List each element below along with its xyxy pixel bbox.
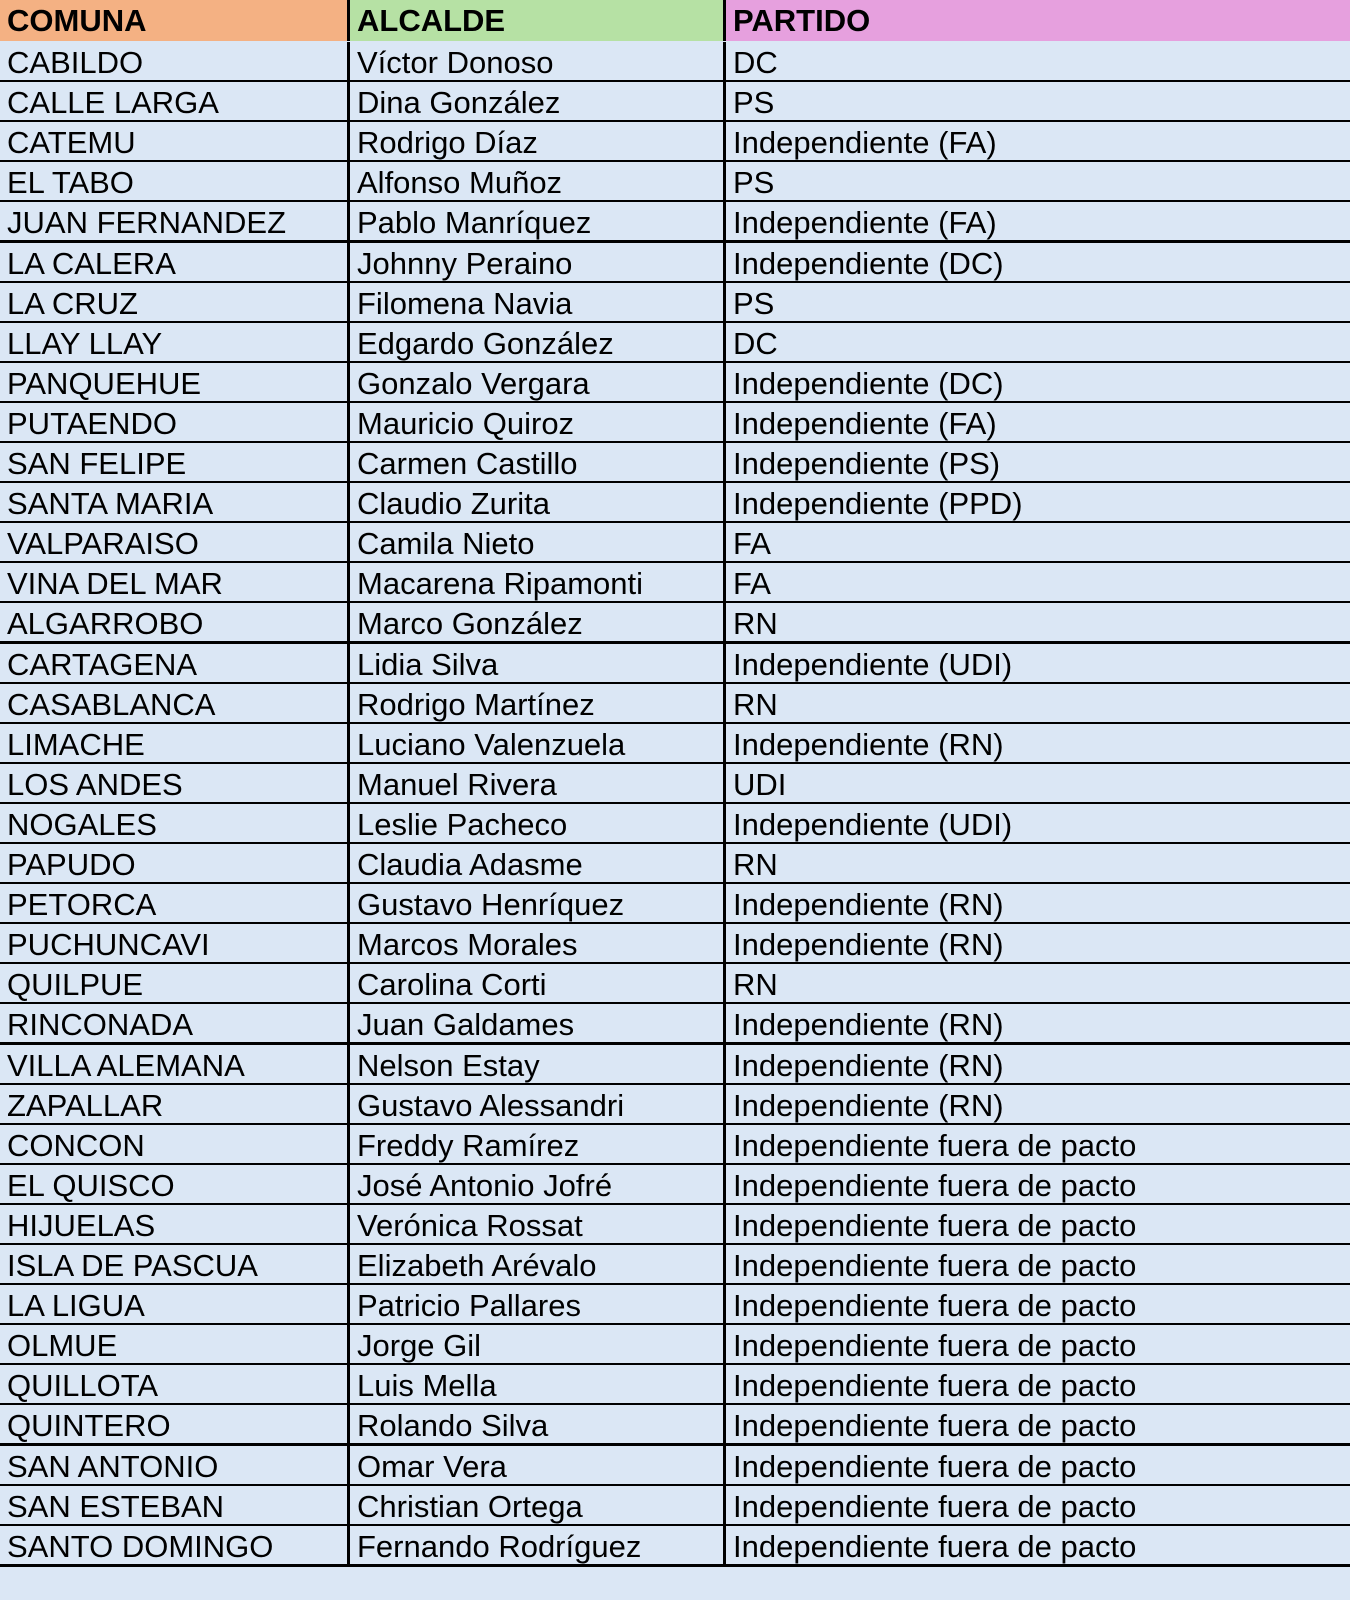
cell-partido[interactable]: Independiente fuera de pacto bbox=[726, 1526, 1350, 1567]
cell-partido[interactable]: Independiente (RN) bbox=[726, 724, 1350, 765]
table-row bbox=[0, 603, 1350, 644]
table-row bbox=[0, 1486, 1350, 1527]
cell-partido[interactable]: DC bbox=[726, 323, 1350, 364]
cell-partido[interactable]: PS bbox=[726, 162, 1350, 203]
table-row bbox=[0, 283, 1350, 324]
cell-alcalde[interactable]: Luciano Valenzuela bbox=[350, 724, 726, 765]
cell-alcalde[interactable]: Rodrigo Martínez bbox=[350, 684, 726, 725]
table-row bbox=[0, 924, 1350, 965]
cell-alcalde[interactable]: Carolina Corti bbox=[350, 964, 726, 1005]
cell-partido[interactable]: Independiente (PPD) bbox=[726, 483, 1350, 524]
cell-alcalde[interactable]: Fernando Rodríguez bbox=[350, 1526, 726, 1567]
cell-comuna[interactable]: CALLE LARGA bbox=[0, 82, 350, 123]
table-row bbox=[0, 1405, 1350, 1446]
cell-partido[interactable]: PS bbox=[726, 82, 1350, 123]
cell-alcalde[interactable]: Edgardo González bbox=[350, 323, 726, 364]
cell-partido[interactable]: Independiente (DC) bbox=[726, 363, 1350, 404]
table-row bbox=[0, 162, 1350, 203]
cell-partido[interactable]: Independiente fuera de pacto bbox=[726, 1405, 1350, 1446]
cell-comuna[interactable]: ZAPALLAR bbox=[0, 1085, 350, 1126]
table-row bbox=[0, 684, 1350, 725]
table-row bbox=[0, 764, 1350, 805]
cell-comuna[interactable]: NOGALES bbox=[0, 804, 350, 845]
table-row bbox=[0, 403, 1350, 444]
cell-comuna[interactable]: VINA DEL MAR bbox=[0, 563, 350, 604]
cell-comuna[interactable]: JUAN FERNANDEZ bbox=[0, 202, 350, 243]
cell-partido[interactable]: Independiente fuera de pacto bbox=[726, 1285, 1350, 1326]
table-row bbox=[0, 964, 1350, 1005]
table-row bbox=[0, 1165, 1350, 1206]
cell-alcalde[interactable]: Macarena Ripamonti bbox=[350, 563, 726, 604]
cell-comuna[interactable]: PANQUEHUE bbox=[0, 363, 350, 404]
cell-alcalde[interactable]: Christian Ortega bbox=[350, 1486, 726, 1527]
table-row bbox=[0, 483, 1350, 524]
cell-partido[interactable]: Independiente (FA) bbox=[726, 403, 1350, 444]
cell-partido[interactable]: DC bbox=[726, 42, 1350, 83]
cell-comuna[interactable]: QUILPUE bbox=[0, 964, 350, 1005]
cell-comuna[interactable]: PAPUDO bbox=[0, 844, 350, 885]
cell-comuna[interactable]: PETORCA bbox=[0, 884, 350, 925]
cell-alcalde[interactable]: Gustavo Alessandri bbox=[350, 1085, 726, 1126]
cell-comuna[interactable]: QUILLOTA bbox=[0, 1365, 350, 1406]
cell-partido[interactable]: PS bbox=[726, 283, 1350, 324]
cell-alcalde[interactable]: Rolando Silva bbox=[350, 1405, 726, 1446]
cell-partido[interactable]: Independiente (UDI) bbox=[726, 644, 1350, 685]
cell-comuna[interactable]: LA LIGUA bbox=[0, 1285, 350, 1326]
cell-partido[interactable]: Independiente fuera de pacto bbox=[726, 1165, 1350, 1206]
cell-alcalde[interactable]: Jorge Gil bbox=[350, 1325, 726, 1366]
cell-alcalde[interactable]: Dina González bbox=[350, 82, 726, 123]
table-row bbox=[0, 563, 1350, 604]
cell-alcalde[interactable]: Filomena Navia bbox=[350, 283, 726, 324]
cell-alcalde[interactable]: Gonzalo Vergara bbox=[350, 363, 726, 404]
cell-comuna[interactable]: EL QUISCO bbox=[0, 1165, 350, 1206]
table-row bbox=[0, 42, 1350, 83]
cell-alcalde[interactable]: Elizabeth Arévalo bbox=[350, 1245, 726, 1286]
cell-alcalde[interactable]: Camila Nieto bbox=[350, 523, 726, 564]
table-row bbox=[0, 724, 1350, 765]
table-row bbox=[0, 1125, 1350, 1166]
cell-alcalde[interactable]: Juan Galdames bbox=[350, 1004, 726, 1045]
cell-comuna[interactable]: SAN ESTEBAN bbox=[0, 1486, 350, 1527]
cell-partido[interactable]: RN bbox=[726, 964, 1350, 1005]
header-partido[interactable]: PARTIDO bbox=[726, 0, 1350, 41]
table-row bbox=[0, 644, 1350, 685]
cell-partido[interactable]: Independiente fuera de pacto bbox=[726, 1245, 1350, 1286]
table-row bbox=[0, 1446, 1350, 1487]
cell-partido[interactable]: Independiente fuera de pacto bbox=[726, 1125, 1350, 1166]
cell-alcalde[interactable]: José Antonio Jofré bbox=[350, 1165, 726, 1206]
table-row bbox=[0, 1045, 1350, 1086]
cell-comuna[interactable]: CARTAGENA bbox=[0, 644, 350, 685]
header-alcalde[interactable]: ALCALDE bbox=[350, 0, 726, 41]
cell-partido[interactable]: Independiente (DC) bbox=[726, 243, 1350, 284]
cell-partido[interactable]: Independiente (FA) bbox=[726, 202, 1350, 243]
cell-comuna[interactable]: SAN FELIPE bbox=[0, 443, 350, 484]
cell-comuna[interactable]: CATEMU bbox=[0, 122, 350, 163]
cell-alcalde[interactable]: Lidia Silva bbox=[350, 644, 726, 685]
table-row bbox=[0, 1245, 1350, 1286]
cell-comuna[interactable]: LOS ANDES bbox=[0, 764, 350, 805]
cell-alcalde[interactable]: Claudia Adasme bbox=[350, 844, 726, 885]
cell-alcalde[interactable]: Omar Vera bbox=[350, 1446, 726, 1487]
cell-alcalde[interactable]: Rodrigo Díaz bbox=[350, 122, 726, 163]
cell-partido[interactable]: FA bbox=[726, 523, 1350, 564]
cell-comuna[interactable]: VALPARAISO bbox=[0, 523, 350, 564]
header-comuna[interactable]: COMUNA bbox=[0, 0, 350, 41]
cell-alcalde[interactable]: Alfonso Muñoz bbox=[350, 162, 726, 203]
cell-partido[interactable]: Independiente fuera de pacto bbox=[726, 1486, 1350, 1527]
cell-comuna[interactable]: CABILDO bbox=[0, 42, 350, 83]
cell-alcalde[interactable]: Leslie Pacheco bbox=[350, 804, 726, 845]
table-row bbox=[0, 1004, 1350, 1045]
cell-comuna[interactable]: PUTAENDO bbox=[0, 403, 350, 444]
cell-partido[interactable]: FA bbox=[726, 563, 1350, 604]
cell-partido[interactable]: Independiente (RN) bbox=[726, 1004, 1350, 1045]
cell-alcalde[interactable]: Verónica Rossat bbox=[350, 1205, 726, 1246]
cell-comuna[interactable]: RINCONADA bbox=[0, 1004, 350, 1045]
cell-partido[interactable]: RN bbox=[726, 844, 1350, 885]
table-row bbox=[0, 82, 1350, 123]
cell-partido[interactable]: Independiente (FA) bbox=[726, 122, 1350, 163]
header-row bbox=[0, 0, 1350, 41]
table-row bbox=[0, 1365, 1350, 1406]
cell-partido[interactable]: Independiente (RN) bbox=[726, 924, 1350, 965]
cell-comuna[interactable]: CONCON bbox=[0, 1125, 350, 1166]
table-row bbox=[0, 323, 1350, 364]
cell-comuna[interactable]: ALGARROBO bbox=[0, 603, 350, 644]
cell-partido[interactable]: Independiente fuera de pacto bbox=[726, 1446, 1350, 1487]
cell-alcalde[interactable]: Claudio Zurita bbox=[350, 483, 726, 524]
cell-partido[interactable]: Independiente fuera de pacto bbox=[726, 1205, 1350, 1246]
table-row bbox=[0, 363, 1350, 404]
table-row bbox=[0, 122, 1350, 163]
cell-comuna[interactable]: LA CALERA bbox=[0, 243, 350, 284]
cell-comuna[interactable]: HIJUELAS bbox=[0, 1205, 350, 1246]
table-row bbox=[0, 1205, 1350, 1246]
cell-comuna[interactable]: LLAY LLAY bbox=[0, 323, 350, 364]
cell-alcalde[interactable]: Luis Mella bbox=[350, 1365, 726, 1406]
cell-alcalde[interactable]: Mauricio Quiroz bbox=[350, 403, 726, 444]
cell-alcalde[interactable]: Marco González bbox=[350, 603, 726, 644]
cell-alcalde[interactable]: Johnny Peraino bbox=[350, 243, 726, 284]
cell-alcalde[interactable]: Gustavo Henríquez bbox=[350, 884, 726, 925]
cell-partido[interactable]: RN bbox=[726, 603, 1350, 644]
cell-partido[interactable]: Independiente fuera de pacto bbox=[726, 1365, 1350, 1406]
cell-comuna[interactable]: EL TABO bbox=[0, 162, 350, 203]
cell-alcalde[interactable]: Carmen Castillo bbox=[350, 443, 726, 484]
cell-alcalde[interactable]: Manuel Rivera bbox=[350, 764, 726, 805]
table-row bbox=[0, 804, 1350, 845]
cell-alcalde[interactable]: Freddy Ramírez bbox=[350, 1125, 726, 1166]
cell-comuna[interactable]: SANTA MARIA bbox=[0, 483, 350, 524]
table-row bbox=[0, 844, 1350, 885]
cell-comuna[interactable]: SAN ANTONIO bbox=[0, 1446, 350, 1487]
cell-alcalde[interactable]: Marcos Morales bbox=[350, 924, 726, 965]
cell-partido[interactable]: Independiente (UDI) bbox=[726, 804, 1350, 845]
cell-partido[interactable]: UDI bbox=[726, 764, 1350, 805]
cell-comuna[interactable]: CASABLANCA bbox=[0, 684, 350, 725]
cell-comuna[interactable]: QUINTERO bbox=[0, 1405, 350, 1446]
cell-partido[interactable]: RN bbox=[726, 684, 1350, 725]
cell-comuna[interactable]: VILLA ALEMANA bbox=[0, 1045, 350, 1086]
cell-partido[interactable]: Independiente fuera de pacto bbox=[726, 1325, 1350, 1366]
cell-comuna[interactable]: LIMACHE bbox=[0, 724, 350, 765]
cell-alcalde[interactable]: Patricio Pallares bbox=[350, 1285, 726, 1326]
table-row bbox=[0, 443, 1350, 484]
table-row bbox=[0, 202, 1350, 243]
cell-partido[interactable]: Independiente (RN) bbox=[726, 1085, 1350, 1126]
cell-partido[interactable]: Independiente (RN) bbox=[726, 884, 1350, 925]
cell-partido[interactable]: Independiente (RN) bbox=[726, 1045, 1350, 1086]
table-row bbox=[0, 1325, 1350, 1366]
table-row bbox=[0, 1085, 1350, 1126]
table-row bbox=[0, 243, 1350, 284]
table-row bbox=[0, 1285, 1350, 1326]
cell-alcalde[interactable]: Víctor Donoso bbox=[350, 42, 726, 83]
cell-comuna[interactable]: ISLA DE PASCUA bbox=[0, 1245, 350, 1286]
cell-partido[interactable]: Independiente (PS) bbox=[726, 443, 1350, 484]
cell-comuna[interactable]: PUCHUNCAVI bbox=[0, 924, 350, 965]
cell-alcalde[interactable]: Nelson Estay bbox=[350, 1045, 726, 1086]
cell-alcalde[interactable]: Pablo Manríquez bbox=[350, 202, 726, 243]
table-row bbox=[0, 1526, 1350, 1567]
cell-comuna[interactable]: SANTO DOMINGO bbox=[0, 1526, 350, 1567]
cell-comuna[interactable]: OLMUE bbox=[0, 1325, 350, 1366]
cell-comuna[interactable]: LA CRUZ bbox=[0, 283, 350, 324]
table-row bbox=[0, 884, 1350, 925]
table-row bbox=[0, 523, 1350, 564]
